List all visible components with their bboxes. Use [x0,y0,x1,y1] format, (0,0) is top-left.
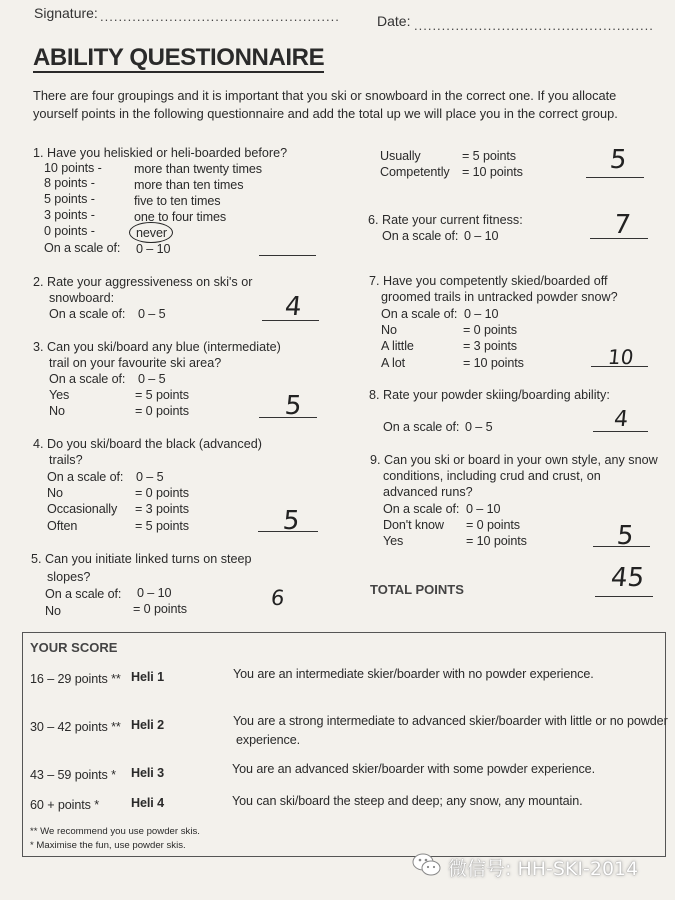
q6-answer: 7 [612,210,633,240]
score-desc-1: You are an intermediate skier/boarder with no powder experience. [233,667,594,681]
question-3-cont: trail on your favourite ski area? [49,356,222,370]
question-8: 8. Rate your powder skiing/boarding ability: [369,388,610,402]
q9-opt1: Don't know [383,518,444,532]
q1-pts-1: 8 points - [44,176,95,190]
q5-opt2: Usually [380,149,421,163]
q5-scale-label: On a scale of: [45,587,122,601]
q8-scale-label: On a scale of: [383,420,460,434]
q1-pts-2: 5 points - [44,192,95,206]
score-desc-3: You are an advanced skier/boarder with some powder experience. [232,762,595,776]
q7-answer: 10 [606,345,635,369]
q8-scale: 0 – 5 [465,420,493,434]
question-4: 4. Do you ski/board the black (advanced) [33,437,262,451]
page-title: ABILITY QUESTIONNAIRE [33,44,325,71]
q2-answer-line [262,320,319,321]
q1-desc-4: never [136,226,168,240]
question-1: 1. Have you heliskied or heli-boarded before? [33,146,288,160]
q3-scale: 0 – 5 [138,372,166,386]
q6-scale: 0 – 10 [464,229,499,243]
q4-opt1: No [47,486,63,500]
q2-answer: 4 [283,292,304,322]
score-group-2: Heli 2 [131,718,164,732]
q1-desc-2: five to ten times [134,194,221,208]
q3-answer-line [259,417,317,418]
q1-desc-1: more than ten times [134,178,244,192]
score-note-1: ** We recommend you use powder skis. [30,826,200,837]
total-points-label: TOTAL POINTS [370,582,464,597]
signature-line: .................................................... [100,9,340,24]
q3-opt2: No [49,404,65,418]
question-9: 9. Can you ski or board in your own style, any snow [370,453,658,467]
q3-val2: = 0 points [135,404,189,418]
q5-val1: = 0 points [133,602,187,616]
q5-val3: = 10 points [462,165,523,179]
q1-scale-label: On a scale of: [44,241,121,255]
q5-answer: 6 [269,586,286,610]
q4-scale: 0 – 5 [136,470,164,484]
q4-answer: 5 [281,506,302,536]
question-3: 3. Can you ski/board any blue (intermediate) [33,340,281,354]
q2-scale-label: On a scale of: [49,307,126,321]
q4-val3: = 5 points [135,519,189,533]
question-5-cont: slopes? [47,570,91,584]
q2-scale: 0 – 5 [138,307,166,321]
q5-opt1: No [45,604,61,618]
q6-answer-line [590,238,648,239]
q9-scale-label: On a scale of: [383,502,460,516]
q1-pts-3: 3 points - [44,208,95,222]
score-desc-4: You can ski/board the steep and deep; any snow, any mountain. [232,794,583,808]
question-9-cont2: advanced runs? [383,485,473,499]
q4-val1: = 0 points [135,486,189,500]
intro-text: There are four groupings and it is important that you ski or snowboard in the correct one. If you allocate yourself points in the following questionnaire and add the total up we will place you in the correct group. [33,88,618,121]
question-2-cont: snowboard: [49,291,115,305]
q9-val2: = 10 points [466,534,527,548]
q9-opt2: Yes [383,534,404,548]
question-2: 2. Rate your aggressiveness on ski's or [33,275,253,289]
score-group-3: Heli 3 [131,766,164,780]
date-line: .................................................... [414,18,654,33]
q9-answer: 5 [615,521,636,551]
score-desc-2-cont: experience. [236,733,301,747]
q7-scale-label: On a scale of: [381,307,458,321]
signature-label: Signature: [34,5,98,21]
score-range-1: 16 – 29 points ** [30,672,121,686]
q3-val1: = 5 points [135,388,189,402]
question-7: 7. Have you competently skied/boarded off [369,274,608,288]
question-7-cont: groomed trails in untracked powder snow? [381,290,618,304]
q7-val3: = 10 points [463,356,524,370]
q1-pts-4: 0 points - [44,224,95,238]
q4-opt2: Occasionally [47,502,118,516]
q5-scale: 0 – 10 [137,586,172,600]
q7-opt2: A little [381,339,414,353]
total-answer-line [595,596,653,597]
q1-pts-0: 10 points - [44,161,102,175]
question-5: 5. Can you initiate linked turns on steep [31,552,252,566]
score-range-2: 30 – 42 points ** [30,720,121,734]
watermark-text: 微信号: HH-SKI-2014 [448,858,639,880]
score-range-4: 60 + points * [30,798,100,812]
q8-answer-line [593,431,648,432]
q4-scale-label: On a scale of: [47,470,124,484]
question-6: 6. Rate your current fitness: [368,213,523,227]
score-desc-2: You are a strong intermediate to advanced skier/boarder with little or no powder [233,714,668,728]
q4-val2: = 3 points [135,502,189,516]
score-heading: YOUR SCORE [30,640,118,655]
score-range-3: 43 – 59 points * [30,768,116,782]
q7-opt3: A lot [381,356,406,370]
q3-opt1: Yes [49,388,70,402]
question-4-cont: trails? [49,453,83,467]
never-circle [129,222,173,243]
q1-answer-line [259,255,316,256]
q9-val1: = 0 points [466,518,520,532]
q7-opt1: No [381,323,397,337]
question-9-cont: conditions, including crud and crust, on [383,469,601,483]
q1-desc-3: one to four times [134,210,227,224]
total-points-answer: 45 [609,563,646,593]
q7-answer-line [591,366,648,367]
q7-val1: = 0 points [463,323,517,337]
q1-desc-0: more than twenty times [134,162,262,176]
q9-answer-line [593,546,650,547]
q5-val2: = 5 points [462,149,516,163]
q3-answer: 5 [283,391,304,421]
q9-scale: 0 – 10 [466,502,501,516]
q5-opt3: Competently [380,165,450,179]
score-group-4: Heli 4 [131,796,164,810]
q6-scale-label: On a scale of: [382,229,459,243]
q7-val2: = 3 points [463,339,517,353]
date-label: Date: [377,13,411,29]
q4-opt3: Often [47,519,78,533]
q8-answer: 4 [612,407,630,432]
wechat-icon [412,852,442,878]
q4-answer-line [258,531,318,532]
q5-answer-line [586,177,644,178]
q1-scale: 0 – 10 [136,242,171,256]
score-group-1: Heli 1 [131,670,164,684]
q5-written-answer: 5 [608,145,629,175]
score-note-2: * Maximise the fun, use powder skis. [30,840,186,851]
q3-scale-label: On a scale of: [49,372,126,386]
q7-scale: 0 – 10 [464,307,499,321]
